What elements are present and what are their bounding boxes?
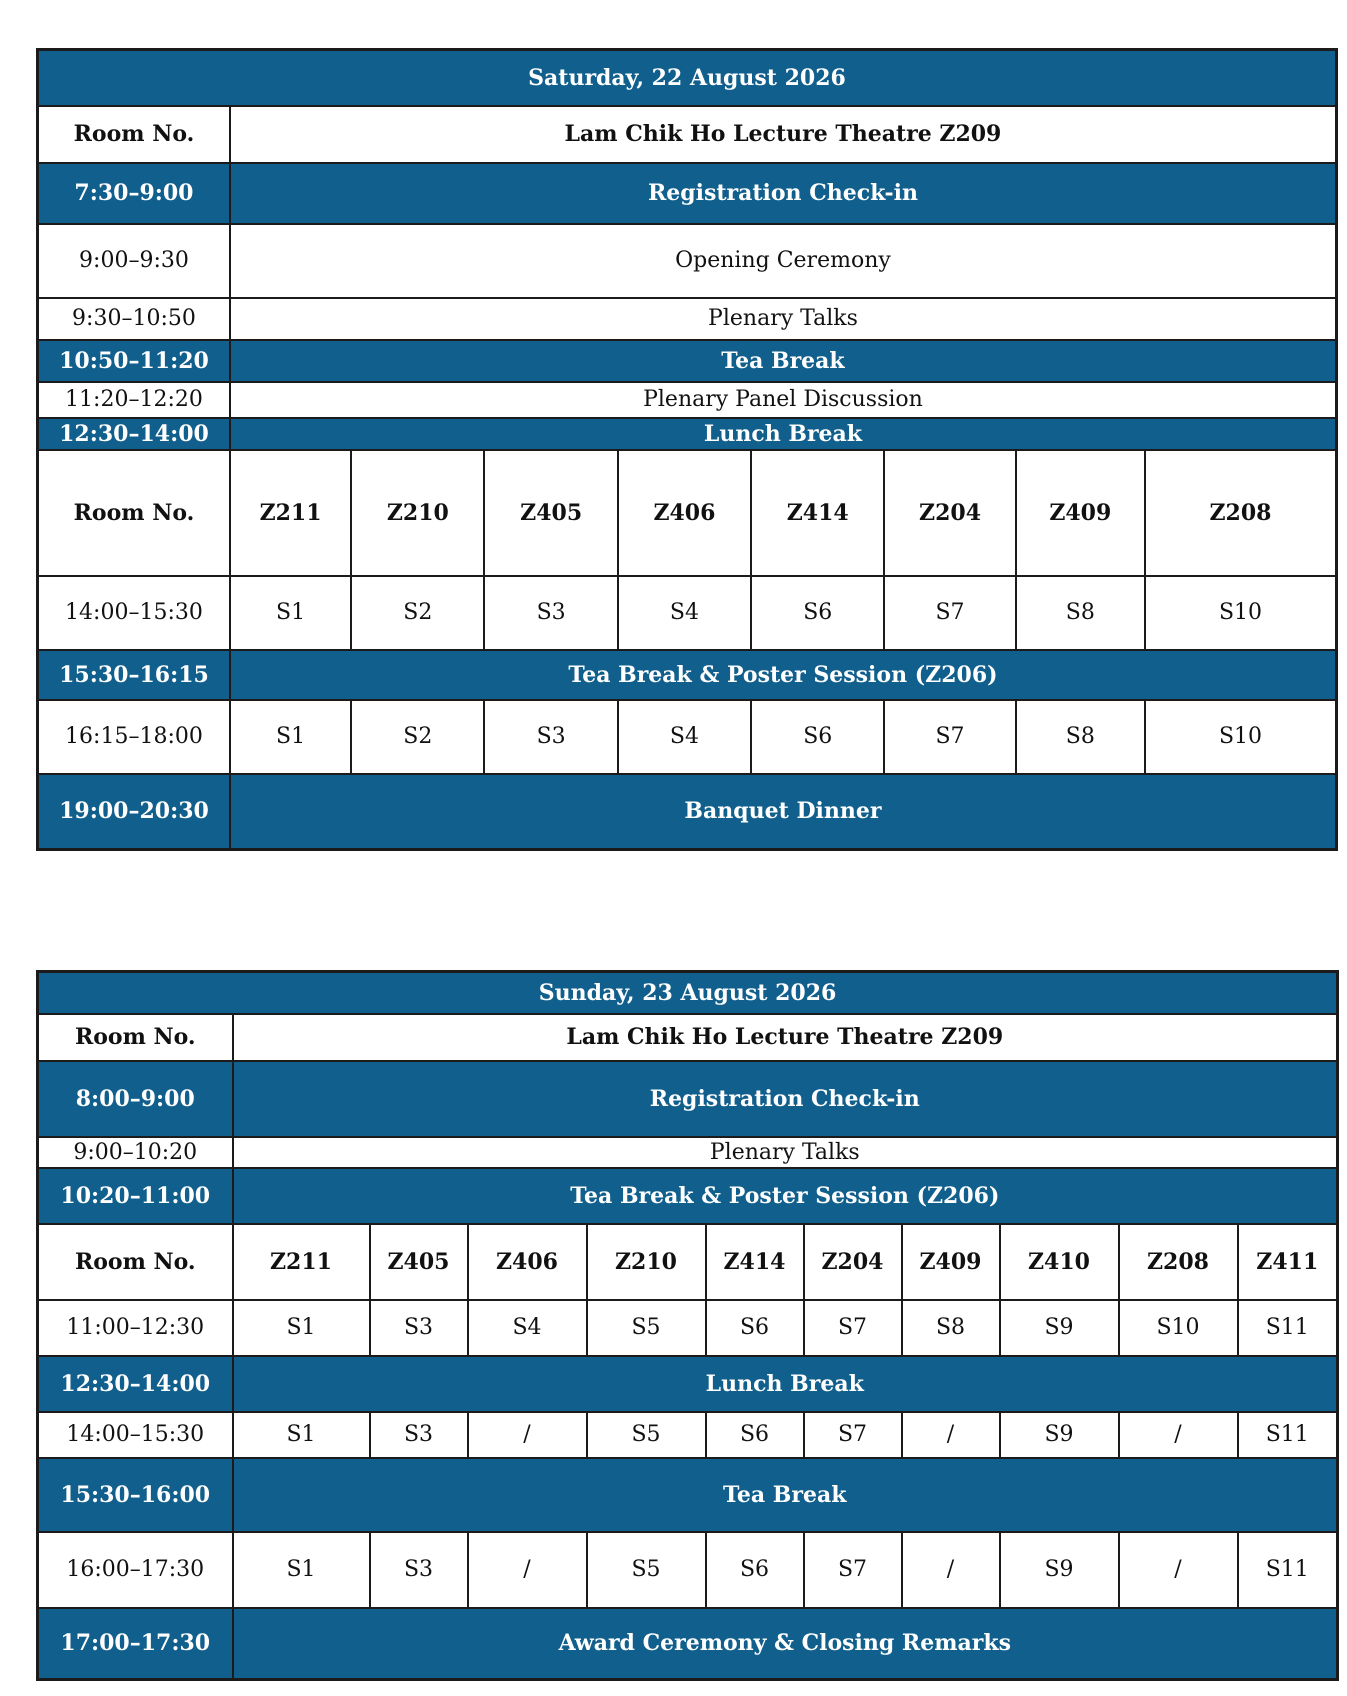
- day2-session3-cell: S11: [1238, 1532, 1338, 1608]
- day2-registration-label: Registration Check-in: [233, 1061, 1338, 1137]
- day2-room-header: Z409: [902, 1224, 1000, 1300]
- day1-session1-cell: S6: [751, 576, 884, 650]
- day2-session3-cell: S3: [370, 1532, 468, 1608]
- day2-room-header: Z208: [1119, 1224, 1238, 1300]
- day2-registration-time: 8:00–9:00: [38, 1061, 233, 1137]
- day2-session2-cell: S11: [1238, 1412, 1338, 1458]
- day2-session2-cell: S7: [804, 1412, 902, 1458]
- day1-tea-break-time: 10:50–11:20: [38, 340, 230, 382]
- day2-session3-cell: S1: [233, 1532, 370, 1608]
- day2-room-header: Z414: [706, 1224, 804, 1300]
- day1-room-header: Z414: [751, 450, 884, 576]
- day2-poster-label: Tea Break & Poster Session (Z206): [233, 1168, 1338, 1224]
- day1-session1-cell: S3: [484, 576, 617, 650]
- day2-session2-cell: S1: [233, 1412, 370, 1458]
- day2-plenary-time: 9:00–10:20: [38, 1137, 233, 1168]
- day1-room-header: Z211: [230, 450, 351, 576]
- day2-session1-cell: S10: [1119, 1300, 1238, 1356]
- day2-room-header: Z210: [587, 1224, 706, 1300]
- day1-session1-cell: S8: [1016, 576, 1145, 650]
- day2-session1-time: 11:00–12:30: [38, 1300, 233, 1356]
- day2-poster-time: 10:20–11:00: [38, 1168, 233, 1224]
- day1-session2-cell: S4: [618, 700, 751, 774]
- day1-schedule-table: [36, 48, 1338, 851]
- day1-session1-cell: S4: [618, 576, 751, 650]
- day2-session1-cell: S11: [1238, 1300, 1338, 1356]
- day1-session2-cell: S2: [351, 700, 484, 774]
- day1-room-header: Z210: [351, 450, 484, 576]
- day2-session3-cell: S7: [804, 1532, 902, 1608]
- day1-banquet-label: Banquet Dinner: [230, 774, 1337, 850]
- day2-room-header: Z204: [804, 1224, 902, 1300]
- day1-plenary-time: 9:30–10:50: [38, 298, 230, 340]
- day2-session1-cell: S1: [233, 1300, 370, 1356]
- day1-room-header: Z405: [484, 450, 617, 576]
- day2-session2-cell: /: [468, 1412, 587, 1458]
- day1-session2-cell: S1: [230, 700, 351, 774]
- day2-main-room: Lam Chik Ho Lecture Theatre Z209: [233, 1014, 1338, 1061]
- day2-session1-cell: S3: [370, 1300, 468, 1356]
- day2-session1-cell: S6: [706, 1300, 804, 1356]
- day2-date-header: Sunday, 23 August 2026: [38, 972, 1338, 1014]
- day1-lunch-time: 12:30–14:00: [38, 418, 230, 450]
- day2-session2-time: 14:00–15:30: [38, 1412, 233, 1458]
- day1-poster-time: 15:30–16:15: [38, 650, 230, 700]
- day2-closing-time: 17:00–17:30: [38, 1608, 233, 1680]
- day2-session1-cell: S7: [804, 1300, 902, 1356]
- day2-session3-cell: /: [468, 1532, 587, 1608]
- day2-tea-label: Tea Break: [233, 1458, 1338, 1532]
- day1-room-header: Z204: [884, 450, 1015, 576]
- day1-session2-cell: S10: [1145, 700, 1337, 774]
- day1-main-room: Lam Chik Ho Lecture Theatre Z209: [230, 106, 1337, 163]
- day2-room-header: Z405: [370, 1224, 468, 1300]
- day1-session1-cell: S2: [351, 576, 484, 650]
- day2-schedule-table: [36, 970, 1339, 1681]
- day2-closing-label: Award Ceremony & Closing Remarks: [233, 1608, 1338, 1680]
- day2-session3-cell: S9: [1000, 1532, 1119, 1608]
- day1-room-label: Room No.: [38, 106, 230, 163]
- day2-session1-cell: S8: [902, 1300, 1000, 1356]
- day2-room-header: Z411: [1238, 1224, 1338, 1300]
- day1-banquet-time: 19:00–20:30: [38, 774, 230, 850]
- day2-room-header: Z406: [468, 1224, 587, 1300]
- day1-rooms-label: Room No.: [38, 450, 230, 576]
- day1-session2-cell: S8: [1016, 700, 1145, 774]
- day2-room-label: Room No.: [38, 1014, 233, 1061]
- day1-poster-label: Tea Break & Poster Session (Z206): [230, 650, 1337, 700]
- day1-panel-label: Plenary Panel Discussion: [230, 382, 1337, 418]
- day2-session3-time: 16:00–17:30: [38, 1532, 233, 1608]
- day2-lunch-label: Lunch Break: [233, 1356, 1338, 1412]
- day1-lunch-label: Lunch Break: [230, 418, 1337, 450]
- day2-session3-cell: S6: [706, 1532, 804, 1608]
- day1-registration-time: 7:30–9:00: [38, 163, 230, 224]
- day1-tea-break-label: Tea Break: [230, 340, 1337, 382]
- day1-opening-time: 9:00–9:30: [38, 224, 230, 298]
- day1-session2-cell: S6: [751, 700, 884, 774]
- day1-room-header: Z406: [618, 450, 751, 576]
- day1-session1-cell: S10: [1145, 576, 1337, 650]
- day1-date-header: Saturday, 22 August 2026: [38, 50, 1337, 106]
- day2-session2-cell: /: [902, 1412, 1000, 1458]
- day2-session1-cell: S5: [587, 1300, 706, 1356]
- day2-session2-cell: S3: [370, 1412, 468, 1458]
- day2-room-header: Z211: [233, 1224, 370, 1300]
- day1-room-header: Z208: [1145, 450, 1337, 576]
- day1-session1-cell: S1: [230, 576, 351, 650]
- day1-session1-time: 14:00–15:30: [38, 576, 230, 650]
- day1-session2-cell: S7: [884, 700, 1015, 774]
- day1-registration-label: Registration Check-in: [230, 163, 1337, 224]
- day2-room-header: Z410: [1000, 1224, 1119, 1300]
- day2-rooms-label: Room No.: [38, 1224, 233, 1300]
- day2-plenary-label: Plenary Talks: [233, 1137, 1338, 1168]
- day2-session3-cell: S5: [587, 1532, 706, 1608]
- day2-session2-cell: S5: [587, 1412, 706, 1458]
- day1-session2-cell: S3: [484, 700, 617, 774]
- day2-session1-cell: S9: [1000, 1300, 1119, 1356]
- day1-session1-cell: S7: [884, 576, 1015, 650]
- day2-session3-cell: /: [902, 1532, 1000, 1608]
- day2-session2-cell: S9: [1000, 1412, 1119, 1458]
- day1-panel-time: 11:20–12:20: [38, 382, 230, 418]
- day2-session2-cell: /: [1119, 1412, 1238, 1458]
- day1-session2-time: 16:15–18:00: [38, 700, 230, 774]
- day1-opening-label: Opening Ceremony: [230, 224, 1337, 298]
- day2-session2-cell: S6: [706, 1412, 804, 1458]
- day2-tea-time: 15:30–16:00: [38, 1458, 233, 1532]
- day2-session3-cell: /: [1119, 1532, 1238, 1608]
- day1-room-header: Z409: [1016, 450, 1145, 576]
- day1-plenary-label: Plenary Talks: [230, 298, 1337, 340]
- day2-lunch-time: 12:30–14:00: [38, 1356, 233, 1412]
- day2-session1-cell: S4: [468, 1300, 587, 1356]
